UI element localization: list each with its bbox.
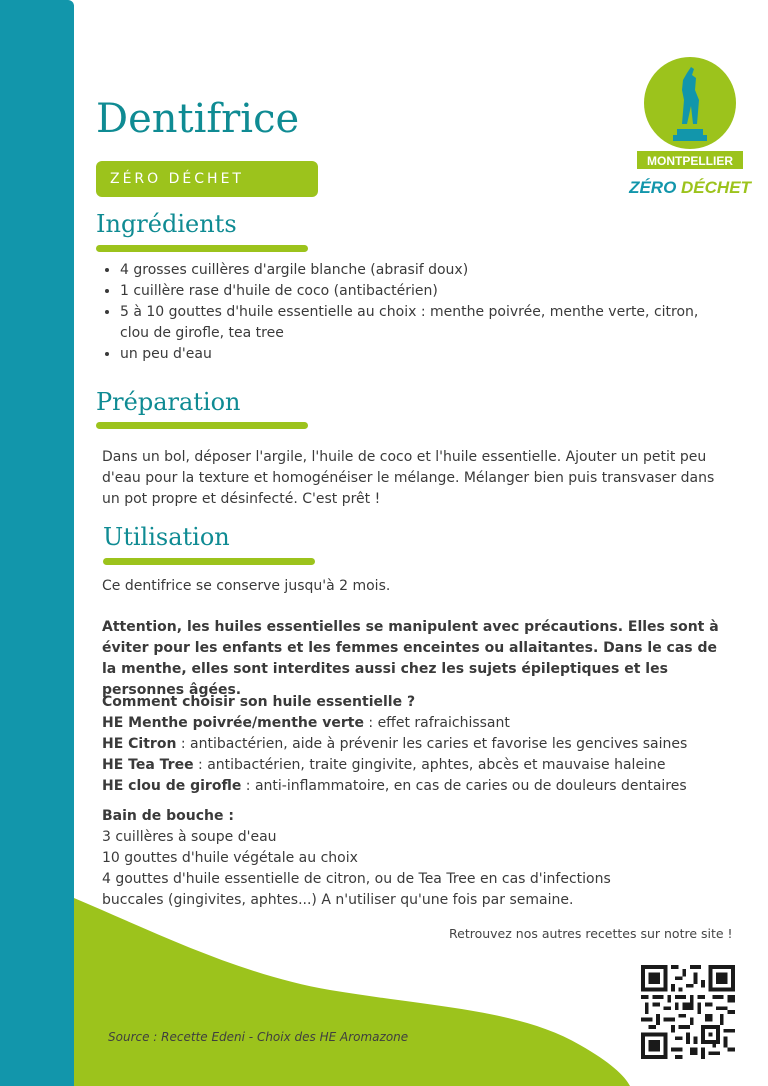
montpellier-zero-dechet-logo [629, 57, 751, 207]
list-item: • un peu d'eau [120, 344, 720, 365]
he-item: HE Menthe poivrée/menthe verte : effet rafraichissant [102, 715, 510, 731]
he-item: HE Citron : antibactérien, aide à prévenir les caries et favorise les gencives saines [102, 736, 688, 752]
preparation-heading: Préparation [96, 388, 241, 416]
logo-line1: MONTPELLIER [647, 154, 733, 168]
source-credit: Source : Recette Edeni - Choix des HE Aromazone [108, 1030, 409, 1044]
zero-dechet-tag: ZÉRO DÉCHET [96, 161, 318, 197]
he-choose-title: Comment choisir son huile essentielle ? [102, 694, 416, 710]
list-item: • 4 grosses cuillères d'argile blanche (abrasif doux) [120, 260, 720, 281]
utilisation-heading: Utilisation [103, 523, 230, 551]
bain-title: Bain de bouche : [102, 808, 234, 824]
conserve-text: Ce dentifrice se conserve jusqu'à 2 mois. [102, 578, 391, 594]
he-item: HE clou de girofle : anti-inflammatoire, en cas de caries ou de douleurs dentaires [102, 778, 687, 794]
warning-text: Attention, les huiles essentielles se manipulent avec précautions. Elles sont à éviter pour les enfants et les femmes enceintes ou allaitantes. Dans le cas de la menthe, elles sont interdites aussi chez les sujets épileptiques et les personnes âgées. [102, 619, 719, 698]
ingredients-underline [96, 245, 308, 252]
page-title: Dentifrice [96, 96, 300, 142]
ingredients-heading: Ingrédients [96, 210, 237, 238]
ingredients-list [100, 260, 720, 365]
bain-line: 3 cuillères à soupe d'eau [102, 829, 277, 845]
svg-text:ZÉRO DÉCHET [628, 178, 752, 197]
bain-line: 4 gouttes d'huile essentielle de citron, ou de Tea Tree en cas d'infections buccales (gingivites, aphtes...) A n'utiliser qu'une fois par semaine. [102, 871, 611, 908]
he-item: HE Tea Tree : antibactérien, traite gingivite, aphtes, abcès et mauvaise haleine [102, 757, 666, 773]
preparation-underline [96, 422, 308, 429]
logo-line2b: DÉCHET [681, 178, 751, 197]
list-item: • 5 à 10 gouttes d'huile essentielle au choix : menthe poivrée, menthe verte, citron, clou de girofle, tea tree [120, 302, 720, 344]
list-item: • 1 cuillère rase d'huile de coco (antibactérien) [120, 281, 720, 302]
utilisation-underline [103, 558, 315, 565]
bain-line: 10 gouttes d'huile végétale au choix [102, 850, 358, 866]
qr-code[interactable] [641, 965, 735, 1059]
logo-line2a: ZÉRO [629, 178, 677, 197]
preparation-text: Dans un bol, déposer l'argile, l'huile de coco et l'huile essentielle. Ajouter un petit peu d'eau pour la texture et homogénéiser le mélange. Mélanger bien puis transvaser dans un pot propre et désinfecté. C'est prêt ! [102, 449, 715, 507]
he-section [102, 692, 732, 797]
bain-section [102, 806, 662, 911]
footer-note: Retrouvez nos autres recettes sur notre site ! [449, 926, 733, 941]
